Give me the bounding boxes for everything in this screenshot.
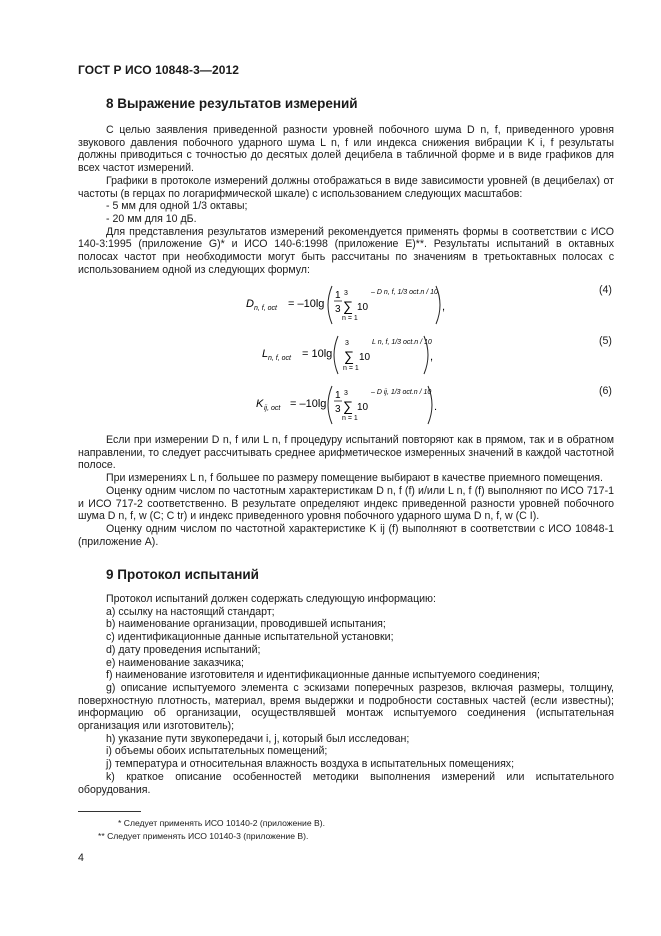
list-item: - 20 мм для 10 дБ. bbox=[106, 212, 197, 225]
paragraph: Графики в протоколе измерений должны отображаться в виде зависимости уровней (в децибелах) от частоты (в герцах по логарифмической шкале) с использованием следующих масштабов: bbox=[78, 174, 614, 200]
list-item: g) описание испытуемого элемента с эскизами поперечных разрезов, включая размеры, толщину, поверхностную плотность, материал, время выдержки и подробности составных частей (если известны); информацию об организации, осуществлявшей монтаж испытуемого соединения (испытательная организация или изготовитель); bbox=[78, 681, 614, 733]
section-9-title: 9 Протокол испытаний bbox=[106, 567, 259, 582]
svg-text:10: 10 bbox=[357, 302, 369, 313]
equation-number-4: (4) bbox=[599, 284, 612, 296]
list-item: d) дату проведения испытаний; bbox=[106, 643, 261, 656]
svg-text:n = 1: n = 1 bbox=[343, 365, 359, 372]
document-header: ГОСТ Р ИСО 10848-3—2012 bbox=[78, 63, 240, 77]
list-item: i) объемы обоих испытательных помещений; bbox=[106, 745, 328, 758]
svg-text:1: 1 bbox=[335, 390, 341, 401]
page-number: 4 bbox=[78, 852, 84, 864]
paragraph: С целью заявления приведенной разности уровней побочного шума D n, f, приведенного уровня звукового давления побочного ударного шума L n, f или индекса снижения вибрации K i, f результаты должны приводиться с точностью до десятых долей децибела в табличной форме и в виде графиков для всех частот измерений. bbox=[78, 124, 614, 175]
svg-text:= 10lg: = 10lg bbox=[302, 348, 333, 360]
paragraph: Оценку одним числом по частотной характеристике K ij (f) выполняют в соответствии с ИСО 10848-1 (приложение А). bbox=[78, 522, 614, 548]
svg-text:3: 3 bbox=[344, 390, 348, 397]
formula-4 bbox=[240, 280, 460, 330]
paragraph: Если при измерении D n, f или L n, f процедуру испытаний повторяют как в прямом, так и в обратном направлении, то следует рассчитывать среднее арифметическое измеренных значений в каждой частотной полосе. bbox=[78, 434, 614, 472]
svg-text:,: , bbox=[430, 351, 434, 363]
list-item: k) краткое описание особенностей методики выполнения измерений или испытательного оборудования. bbox=[78, 770, 614, 796]
paragraph: Протокол испытаний должен содержать следующую информацию: bbox=[106, 593, 436, 605]
paragraph: Для представления результатов измерений рекомендуется применять формы в соответствии с ИСО 140-3:1995 (приложение G)* и ИСО 140-6:1998 (приложение E)**. Результаты испытаний в октавных полосах частот при необходимости могут быть рассчитаны по значениям в третьоктавных полосах с использованием одной из следующих формул: bbox=[78, 225, 614, 276]
footnote: ** Следует применять ИСО 10140-3 (приложение В). bbox=[98, 831, 309, 841]
svg-text:10: 10 bbox=[359, 352, 371, 363]
section-8-intro bbox=[78, 124, 614, 276]
svg-text:∑: ∑ bbox=[344, 348, 354, 364]
section-8-body bbox=[78, 434, 614, 548]
formula-5 bbox=[256, 330, 446, 380]
svg-text:n = 1: n = 1 bbox=[342, 415, 358, 422]
list-item: c) идентификационные данные испытательной установки; bbox=[106, 631, 394, 644]
svg-text:n, f, oct: n, f, oct bbox=[268, 355, 291, 362]
svg-text:3: 3 bbox=[345, 340, 349, 347]
list-item: - 5 мм для одной 1/3 октавы; bbox=[106, 200, 248, 213]
svg-text:∑: ∑ bbox=[343, 398, 353, 414]
svg-text:n = 1: n = 1 bbox=[342, 315, 358, 322]
svg-text:10: 10 bbox=[357, 402, 369, 413]
svg-text:3: 3 bbox=[335, 304, 341, 315]
svg-text:D: D bbox=[246, 298, 254, 310]
svg-text:ij, oct: ij, oct bbox=[264, 405, 281, 412]
svg-text:3: 3 bbox=[335, 404, 341, 415]
svg-text:n, f, oct: n, f, oct bbox=[254, 305, 277, 312]
svg-text:– D n, f, 1/3 oct.n / 10: – D n, f, 1/3 oct.n / 10 bbox=[371, 289, 438, 296]
svg-text:∑: ∑ bbox=[343, 298, 353, 314]
list-item: b) наименование организации, проводившей испытания; bbox=[106, 618, 386, 631]
paragraph: При измерениях L n, f большее по размеру помещение выбирают в качестве приемного помещения. bbox=[106, 472, 603, 485]
svg-text:= –10lg: = –10lg bbox=[290, 398, 327, 410]
equation-number-5: (5) bbox=[599, 335, 612, 347]
footnote: * Следует применять ИСО 10140-2 (приложение В). bbox=[118, 818, 326, 828]
svg-text:= –10lg: = –10lg bbox=[288, 298, 325, 310]
equation-number-6: (6) bbox=[599, 385, 612, 397]
svg-text:K: K bbox=[256, 398, 264, 410]
svg-text:– D ij, 1/3 oct.n / 10: – D ij, 1/3 oct.n / 10 bbox=[371, 389, 432, 396]
svg-text:.: . bbox=[434, 401, 438, 413]
list-item: j) температура и относительная влажность воздуха в испытательных помещениях; bbox=[106, 758, 515, 771]
list-item: f) наименование изготовителя и идентификационные данные испытуемого соединения; bbox=[106, 669, 540, 682]
paragraph: Оценку одним числом по частотным характеристикам D n, f (f) и/или L n, f (f) выполняют по ИСО 717-1 и ИСО 717-2 соответственно. В результате определяют индекс приведенной разности уровней побочного шума D n, f, w (C; C tr) и индекс приведенного уровня побочного ударного шума D n, f, w (C I). bbox=[78, 484, 614, 523]
svg-text:L n, f, 1/3 oct.n / 10: L n, f, 1/3 oct.n / 10 bbox=[372, 339, 432, 346]
svg-text:3: 3 bbox=[344, 290, 348, 297]
list-item: a) ссылку на настоящий стандарт; bbox=[106, 605, 275, 618]
list-item: h) указание пути звукопередачи i, j, который был исследован; bbox=[106, 732, 410, 745]
section-9-body bbox=[78, 593, 614, 796]
svg-text:,: , bbox=[442, 301, 446, 313]
svg-text:1: 1 bbox=[335, 290, 341, 301]
footnote-divider bbox=[78, 811, 141, 812]
svg-text:L: L bbox=[262, 348, 269, 360]
section-8-title: 8 Выражение результатов измерений bbox=[106, 96, 358, 111]
list-item: e) наименование заказчика; bbox=[106, 656, 244, 669]
formula-6 bbox=[250, 380, 450, 430]
